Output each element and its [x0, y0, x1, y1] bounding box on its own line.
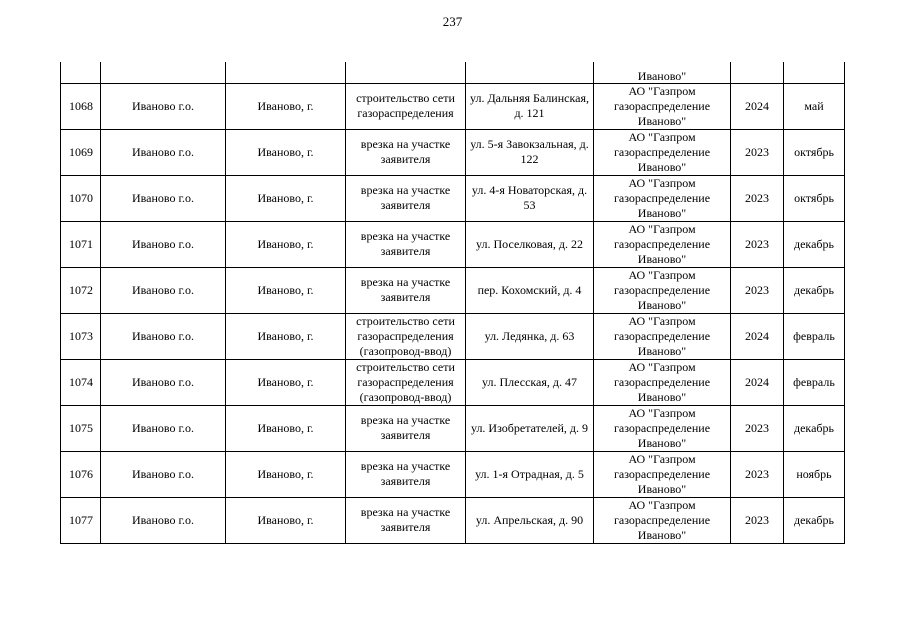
cell-locality: Иваново, г.: [226, 451, 346, 497]
cell-year: 2023: [731, 221, 784, 267]
cell-locality: Иваново, г.: [226, 83, 346, 129]
cell-num: 1072: [61, 267, 101, 313]
table-body: [61, 62, 845, 543]
cell-locality: [226, 62, 346, 83]
cell-locality: Иваново, г.: [226, 405, 346, 451]
cell-org: АО "Газпром газораспределение Иваново": [594, 129, 731, 175]
cell-month: ноябрь: [784, 451, 845, 497]
cell-org: АО "Газпром газораспределение Иваново": [594, 313, 731, 359]
cell-locality: Иваново, г.: [226, 313, 346, 359]
cell-address: ул. Изобретателей, д. 9: [466, 405, 594, 451]
cell-locality: Иваново, г.: [226, 175, 346, 221]
cell-work: врезка на участке заявителя: [346, 405, 466, 451]
cell-work: строительство сети газораспределения (газопровод-ввод): [346, 313, 466, 359]
cell-org: АО "Газпром газораспределение Иваново": [594, 83, 731, 129]
cell-address: ул. Поселковая, д. 22: [466, 221, 594, 267]
cell-work: врезка на участке заявителя: [346, 451, 466, 497]
cell-district: Иваново г.о.: [101, 267, 226, 313]
cell-org: Иваново": [594, 62, 731, 83]
cell-month: октябрь: [784, 175, 845, 221]
cell-work: врезка на участке заявителя: [346, 267, 466, 313]
cell-district: [101, 62, 226, 83]
cell-num: [61, 62, 101, 83]
cell-month: декабрь: [784, 405, 845, 451]
cell-locality: Иваново, г.: [226, 497, 346, 543]
table-row: [61, 451, 845, 497]
cell-work: строительство сети газораспределения (газопровод-ввод): [346, 359, 466, 405]
cell-district: Иваново г.о.: [101, 129, 226, 175]
table-row: [61, 129, 845, 175]
cell-locality: Иваново, г.: [226, 267, 346, 313]
cell-num: 1074: [61, 359, 101, 405]
table-row: [61, 359, 845, 405]
table-row: [61, 497, 845, 543]
cell-year: 2023: [731, 451, 784, 497]
cell-month: февраль: [784, 313, 845, 359]
cell-num: 1070: [61, 175, 101, 221]
cell-year: 2023: [731, 497, 784, 543]
cell-year: 2024: [731, 83, 784, 129]
cell-org: АО "Газпром газораспределение Иваново": [594, 175, 731, 221]
cell-address: ул. Плесская, д. 47: [466, 359, 594, 405]
cell-num: 1068: [61, 83, 101, 129]
cell-year: 2023: [731, 129, 784, 175]
cell-org: АО "Газпром газораспределение Иваново": [594, 359, 731, 405]
cell-work: врезка на участке заявителя: [346, 129, 466, 175]
cell-num: 1069: [61, 129, 101, 175]
cell-district: Иваново г.о.: [101, 451, 226, 497]
cell-org: АО "Газпром газораспределение Иваново": [594, 497, 731, 543]
cell-year: [731, 62, 784, 83]
cell-address: ул. Дальняя Балинская, д. 121: [466, 83, 594, 129]
cell-num: 1075: [61, 405, 101, 451]
cell-year: 2023: [731, 267, 784, 313]
cell-org: АО "Газпром газораспределение Иваново": [594, 405, 731, 451]
cell-work: врезка на участке заявителя: [346, 497, 466, 543]
cell-month: декабрь: [784, 497, 845, 543]
cell-address: ул. 5-я Завокзальная, д. 122: [466, 129, 594, 175]
cell-org: АО "Газпром газораспределение Иваново": [594, 267, 731, 313]
cell-num: 1073: [61, 313, 101, 359]
table-row: [61, 267, 845, 313]
table-row: [61, 175, 845, 221]
cell-district: Иваново г.о.: [101, 83, 226, 129]
cell-district: Иваново г.о.: [101, 313, 226, 359]
cell-district: Иваново г.о.: [101, 405, 226, 451]
gas-plan-table: [60, 62, 845, 544]
cell-locality: Иваново, г.: [226, 129, 346, 175]
cell-work: врезка на участке заявителя: [346, 175, 466, 221]
cell-num: 1077: [61, 497, 101, 543]
cell-work: врезка на участке заявителя: [346, 221, 466, 267]
cell-year: 2024: [731, 313, 784, 359]
cell-locality: Иваново, г.: [226, 359, 346, 405]
cell-address: ул. 1-я Отрадная, д. 5: [466, 451, 594, 497]
page-number: 237: [442, 14, 463, 29]
cell-address: ул. Апрельская, д. 90: [466, 497, 594, 543]
cell-month: декабрь: [784, 267, 845, 313]
cell-locality: Иваново, г.: [226, 221, 346, 267]
cell-address: ул. Ледянка, д. 63: [466, 313, 594, 359]
table-row-continuation: [61, 62, 845, 83]
cell-year: 2023: [731, 405, 784, 451]
table-row: [61, 221, 845, 267]
cell-year: 2024: [731, 359, 784, 405]
cell-num: 1071: [61, 221, 101, 267]
table-row: [61, 313, 845, 359]
cell-district: Иваново г.о.: [101, 175, 226, 221]
cell-month: [784, 62, 845, 83]
cell-month: октябрь: [784, 129, 845, 175]
cell-month: февраль: [784, 359, 845, 405]
cell-district: Иваново г.о.: [101, 497, 226, 543]
cell-year: 2023: [731, 175, 784, 221]
table-row: [61, 83, 845, 129]
cell-work: строительство сети газораспределения: [346, 83, 466, 129]
cell-work: [346, 62, 466, 83]
cell-address: [466, 62, 594, 83]
cell-org: АО "Газпром газораспределение Иваново": [594, 221, 731, 267]
cell-org: АО "Газпром газораспределение Иваново": [594, 451, 731, 497]
cell-address: ул. 4-я Новаторская, д. 53: [466, 175, 594, 221]
cell-month: декабрь: [784, 221, 845, 267]
cell-num: 1076: [61, 451, 101, 497]
cell-district: Иваново г.о.: [101, 359, 226, 405]
cell-address: пер. Кохомский, д. 4: [466, 267, 594, 313]
cell-month: май: [784, 83, 845, 129]
table-row: [61, 405, 845, 451]
cell-district: Иваново г.о.: [101, 221, 226, 267]
